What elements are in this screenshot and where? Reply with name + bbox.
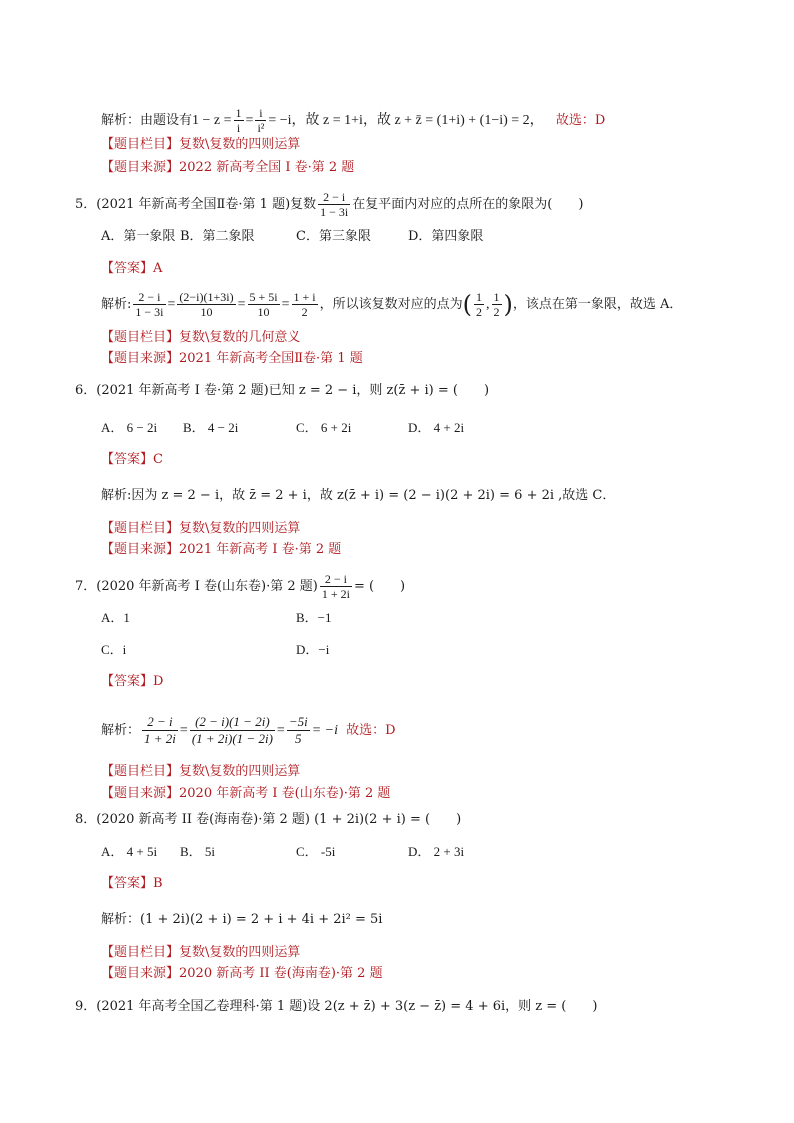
- q8-option-c[interactable]: C． -5i: [296, 844, 336, 859]
- q5-point-x-den: 2: [476, 305, 483, 319]
- q8-option-b[interactable]: B． 5i: [180, 844, 216, 859]
- q7-stem-frac: [320, 572, 352, 601]
- q4-eq2: = −i，故 z = 1+i，故 z + z̄ = (1+i) + (1−i) = 2，: [268, 113, 544, 128]
- q5-stem: [75, 190, 583, 219]
- q6-option-a[interactable]: A． 6 − 2i: [101, 420, 158, 435]
- q7-f2-den: (1 + 2i)(1 − 2i): [191, 731, 273, 746]
- q4-frac1: [234, 106, 244, 135]
- q5-f1-den: 1 − 3i: [135, 305, 164, 319]
- q7-answer-pick: 故选：D: [346, 723, 396, 738]
- q7-stem-prefix: 7．(2020 年新高考 I 卷(山东卷)·第 2 题): [75, 579, 318, 594]
- q7-f1-num: 2 − i: [142, 714, 178, 731]
- q5-source: 【题目来源】2021 年新高考全国Ⅱ卷·第 1 题: [101, 351, 363, 366]
- q7-f2: [190, 714, 275, 747]
- q5-analysis-end: ，该点在第一象限，故选 A．: [512, 297, 683, 312]
- q5-f2-num: (2−i)(1+3i): [179, 290, 234, 304]
- q4-eq1: 1 − z =: [192, 113, 232, 128]
- q5-option-b[interactable]: B．第二象限: [180, 229, 255, 244]
- q5-analysis: 解析: $\frac{2 - i}{1 - 3i}$ = $\frac{(2-i)(1+3i)}{10}$ = $\frac{5 + 5i}{10}$ = $\frac{1 + i}{2}$ ，所以该复数对应的点为( $\frac{1}{2}$ , $\frac{1}{2}$ )，该点在第一象限，故选 A．: [101, 290, 683, 319]
- q5-point-y: [492, 290, 502, 319]
- q7-option-c[interactable]: C．i: [101, 642, 127, 657]
- q5-answer: 【答案】A: [101, 261, 163, 276]
- q8-analysis: 解析：(1 + 2i)(2 + i) = 2 + i + 4i + 2i² = 5i: [101, 912, 383, 927]
- q5-stem-prefix: 5．(2021 年新高考全国Ⅱ卷·第 1 题)复数: [75, 197, 317, 212]
- q5-f2-den: 10: [200, 305, 213, 319]
- q7-column: 【题目栏目】复数\复数的四则运算: [101, 764, 301, 779]
- q5-f3: [248, 290, 280, 319]
- q5-point-y-den: 2: [493, 305, 500, 319]
- q4-frac1-num: 1: [235, 106, 242, 120]
- q7-f3: [287, 714, 310, 747]
- q5-f1-num: 2 − i: [133, 290, 165, 305]
- q4-analysis: 解析：由题设有1 − z = $\frac{1}{i}$ = $\frac{i}{\text{i²}}$ = −i，故 z = 1+i，故 z + z̄ = (1+i) + (1−i) = 2， 故选：D: [101, 106, 606, 135]
- q8-source: 【题目来源】2020 新高考 II 卷(海南卷)·第 2 题: [101, 966, 383, 981]
- q5-stem-frac: [318, 190, 350, 219]
- q7-analysis-end: = −i: [311, 723, 338, 738]
- q5-stem-frac-den: 1 − 3i: [320, 205, 349, 219]
- q5-f3-num: 5 + 5i: [249, 290, 278, 304]
- q5-point-x-num: 1: [476, 290, 483, 304]
- q6-option-c[interactable]: C． 6 + 2i: [296, 420, 352, 435]
- q7-f1-den: 1 + 2i: [144, 731, 176, 746]
- q5-f4-num: 1 + i: [293, 290, 316, 304]
- q4-answer-pick: 故选：D: [555, 113, 606, 128]
- q4-frac2-num: i: [255, 106, 266, 121]
- q7-option-b[interactable]: B．−1: [296, 610, 332, 625]
- q6-column: 【题目栏目】复数\复数的四则运算: [101, 521, 301, 536]
- q6-answer: 【答案】C: [101, 452, 163, 467]
- q7-f3-den: 5: [295, 731, 302, 746]
- q8-option-d[interactable]: D． 2 + 3i: [408, 844, 465, 859]
- q6-analysis: 解析:因为 z = 2 − i，故 z̄ = 2 + i，故 z(z̄ + i) = (2 − i)(2 + 2i) = 6 + 2i ,故选 C．: [101, 488, 616, 503]
- q7-stem-suffix: = ( ): [353, 579, 406, 594]
- q7-stem: [75, 572, 405, 601]
- q7-analysis: 解析： $\frac{2 - i}{1 + 2i}$ = $\frac{(2 - i)(1 - 2i)}{(1 + 2i)(1 - 2i)}$ = $\frac{-5i}{5}$ = −i 故选：D: [101, 714, 396, 746]
- q4-frac2-den: i²: [257, 121, 265, 135]
- q7-source: 【题目来源】2020 年新高考 I 卷(山东卷)·第 2 题: [101, 786, 391, 801]
- q5-analysis-mid: ，所以该复数对应的点为: [319, 297, 463, 312]
- q5-stem-suffix: 在复平面内对应的点所在的象限为( ): [352, 197, 584, 212]
- q8-option-a[interactable]: A． 4 + 5i: [101, 844, 158, 859]
- q5-point-x: [474, 290, 484, 319]
- q7-option-a[interactable]: A．1: [101, 610, 130, 625]
- q4-source: 【题目来源】2022 新高考全国 I 卷·第 2 题: [101, 160, 355, 175]
- q5-column: 【题目栏目】复数\复数的几何意义: [101, 330, 301, 345]
- q5-f4-den: 2: [301, 305, 308, 319]
- q7-stem-frac-num: 2 − i: [320, 572, 352, 587]
- q5-point-y-num: 1: [493, 290, 500, 304]
- q9-stem: 9．(2021 年高考全国乙卷理科·第 1 题)设 2(z + z̄) + 3(z − z̄) = 4 + 6i，则 z = ( ): [75, 999, 598, 1014]
- q7-analysis-label: 解析：: [101, 723, 141, 738]
- q4-analysis-label: 解析：由题设有: [101, 113, 193, 128]
- q6-option-d[interactable]: D． 4 + 2i: [408, 420, 465, 435]
- q5-option-a[interactable]: A．第一象限: [101, 229, 176, 244]
- q7-option-d[interactable]: D．−i: [296, 642, 330, 657]
- q8-stem: 8．(2020 新高考 II 卷(海南卷)·第 2 题) (1 + 2i)(2 + i) = ( ): [75, 812, 462, 827]
- q5-stem-frac-num: 2 − i: [318, 190, 350, 205]
- q5-f3-den: 10: [257, 305, 270, 319]
- q5-analysis-label: 解析:: [101, 297, 132, 312]
- q5-f4: [292, 290, 318, 319]
- q7-f3-num: −5i: [288, 714, 308, 729]
- q7-answer: 【答案】D: [101, 674, 164, 689]
- q6-stem: 6．(2021 年新高考 I 卷·第 2 题)已知 z = 2 − i，则 z(z̄ + i) = ( ): [75, 383, 490, 398]
- q7-f2-num: (2 − i)(1 − 2i): [190, 714, 275, 731]
- q4-column: 【题目栏目】复数\复数的四则运算: [101, 137, 301, 152]
- q8-answer: 【答案】B: [101, 876, 163, 891]
- q4-frac2: [255, 106, 266, 135]
- q7-stem-frac-den: 1 + 2i: [321, 587, 350, 601]
- q7-f1: [142, 714, 178, 747]
- q6-source: 【题目来源】2021 年新高考 I 卷·第 2 题: [101, 542, 342, 557]
- q6-option-b[interactable]: B． 4 − 2i: [183, 420, 239, 435]
- q5-option-d[interactable]: D．第四象限: [408, 229, 484, 244]
- q5-option-c[interactable]: C．第三象限: [296, 229, 371, 244]
- q8-column: 【题目栏目】复数\复数的四则运算: [101, 945, 301, 960]
- q4-frac1-den: i: [236, 121, 241, 135]
- q5-f1: [133, 290, 165, 319]
- q5-f2: [177, 290, 235, 319]
